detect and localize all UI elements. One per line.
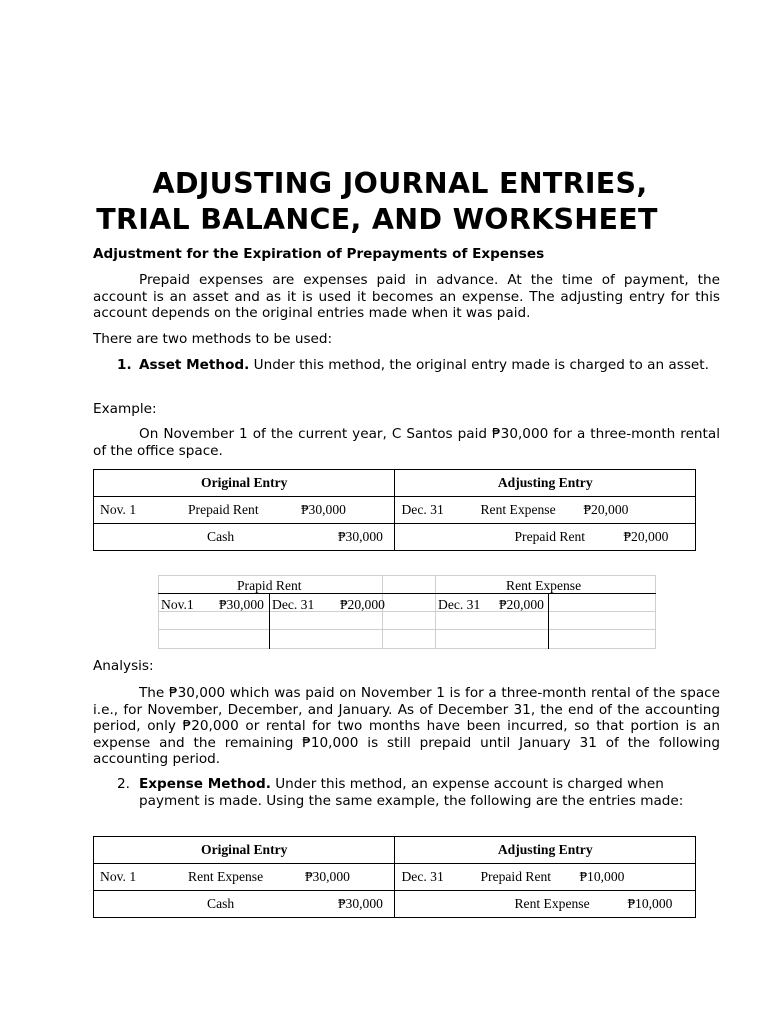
title-line-1: ADJUSTING JOURNAL ENTRIES, (152, 167, 648, 200)
page-title (0, 166, 768, 238)
analysis-label: Analysis: (93, 658, 154, 674)
adjusting-entry-header: Adjusting Entry (395, 837, 696, 864)
method-2-name: Expense Method. (139, 776, 271, 792)
entry-date: Nov. 1 (100, 869, 137, 884)
adjusting-debit-account: Prepaid Rent (480, 869, 552, 884)
table-row (94, 524, 696, 551)
original-entry-header: Original Entry (94, 470, 395, 497)
method-2-text (139, 776, 717, 809)
method-1-name: Asset Method. (139, 357, 250, 373)
t-account-right-debit-date: Dec. 31 (438, 597, 481, 612)
t-account-left-debit-amount: ₱30,000 (219, 597, 264, 612)
original-entry-credit-cell (94, 524, 395, 551)
original-entry-header: Original Entry (94, 837, 395, 864)
adjusting-debit-amount: ₱10,000 (579, 869, 625, 884)
credit-account: Cash (207, 529, 235, 544)
analysis-paragraph: The ₱30,000 which was paid on November 1 is for a three-month rental of the space i.e., for November, December, and January. As of December 31, the end of the accounting period, only ₱20,000 or rental for two months have been incurred, so that portion is an expense and the remaining ₱10,000 is still prepaid until January 31 of the following accounting period. (93, 685, 720, 767)
method-1-number: 1. (117, 357, 132, 373)
adjusting-entry-debit-cell (395, 497, 696, 524)
original-entry-credit-cell (94, 891, 395, 918)
original-entry-debit-cell (94, 497, 395, 524)
credit-account: Cash (207, 896, 235, 911)
adjusting-date: Dec. 31 (401, 869, 444, 884)
method-1-text (139, 357, 717, 374)
table-row (94, 864, 696, 891)
journal-table-expense-method (93, 836, 696, 918)
table-row (94, 891, 696, 918)
debit-amount: ₱30,000 (301, 502, 346, 517)
adjusting-entry-header: Adjusting Entry (395, 470, 696, 497)
debit-account: Rent Expense (188, 869, 264, 884)
t-account-left-debit-date: Nov.1 (161, 597, 194, 612)
title-line-2: TRIAL BALANCE, AND WORKSHEET (96, 203, 658, 236)
table-row (94, 497, 696, 524)
method-1-item (117, 357, 717, 374)
adjusting-date: Dec. 31 (401, 502, 444, 517)
table-row (94, 470, 696, 497)
adjusting-entry-debit-cell (395, 864, 696, 891)
adjusting-credit-amount: ₱10,000 (627, 896, 673, 911)
example-paragraph: On November 1 of the current year, C Santos paid ₱30,000 for a three-month rental of the office space. (93, 426, 720, 459)
adjusting-credit-amount: ₱20,000 (623, 529, 669, 544)
section-heading: Adjustment for the Expiration of Prepayments of Expenses (93, 246, 545, 262)
original-entry-debit-cell (94, 864, 395, 891)
t-account-right-title: Rent Expense (506, 578, 582, 593)
table-row (94, 837, 696, 864)
intro-paragraph: Prepaid expenses are expenses paid in advance. At the time of payment, the account is an asset and as it is used it becomes an expense. The adjusting entry for this account depends on the original entries made when it was paid. (93, 272, 720, 321)
credit-amount: ₱30,000 (338, 529, 383, 544)
t-account-left-credit-amount: ₱20,000 (340, 597, 385, 612)
adjusting-debit-amount: ₱20,000 (583, 502, 629, 517)
adjusting-credit-account: Prepaid Rent (514, 529, 586, 544)
methods-intro: There are two methods to be used: (93, 331, 333, 347)
method-2-description: Under this method, an expense account is charged when payment is made. Using the same example, the following are the entries made: (139, 776, 684, 809)
adjusting-credit-account: Rent Expense (514, 896, 590, 911)
adjusting-debit-account: Rent Expense (480, 502, 556, 517)
adjusting-entry-credit-cell (395, 524, 696, 551)
t-account-right-debit-amount: ₱20,000 (499, 597, 544, 612)
method-2-item (117, 776, 717, 809)
credit-amount: ₱30,000 (338, 896, 383, 911)
adjusting-entry-credit-cell (395, 891, 696, 918)
method-1-description: Under this method, the original entry made is charged to an asset. (249, 357, 709, 373)
entry-date: Nov. 1 (100, 502, 137, 517)
method-2-number: 2. (117, 776, 130, 792)
t-accounts (158, 575, 656, 649)
t-account-left-credit-date: Dec. 31 (272, 597, 315, 612)
debit-account: Prepaid Rent (188, 502, 259, 517)
example-label: Example: (93, 401, 157, 417)
journal-table-asset-method (93, 469, 696, 551)
debit-amount: ₱30,000 (305, 869, 350, 884)
t-account-left-title: Prapid Rent (237, 578, 302, 593)
